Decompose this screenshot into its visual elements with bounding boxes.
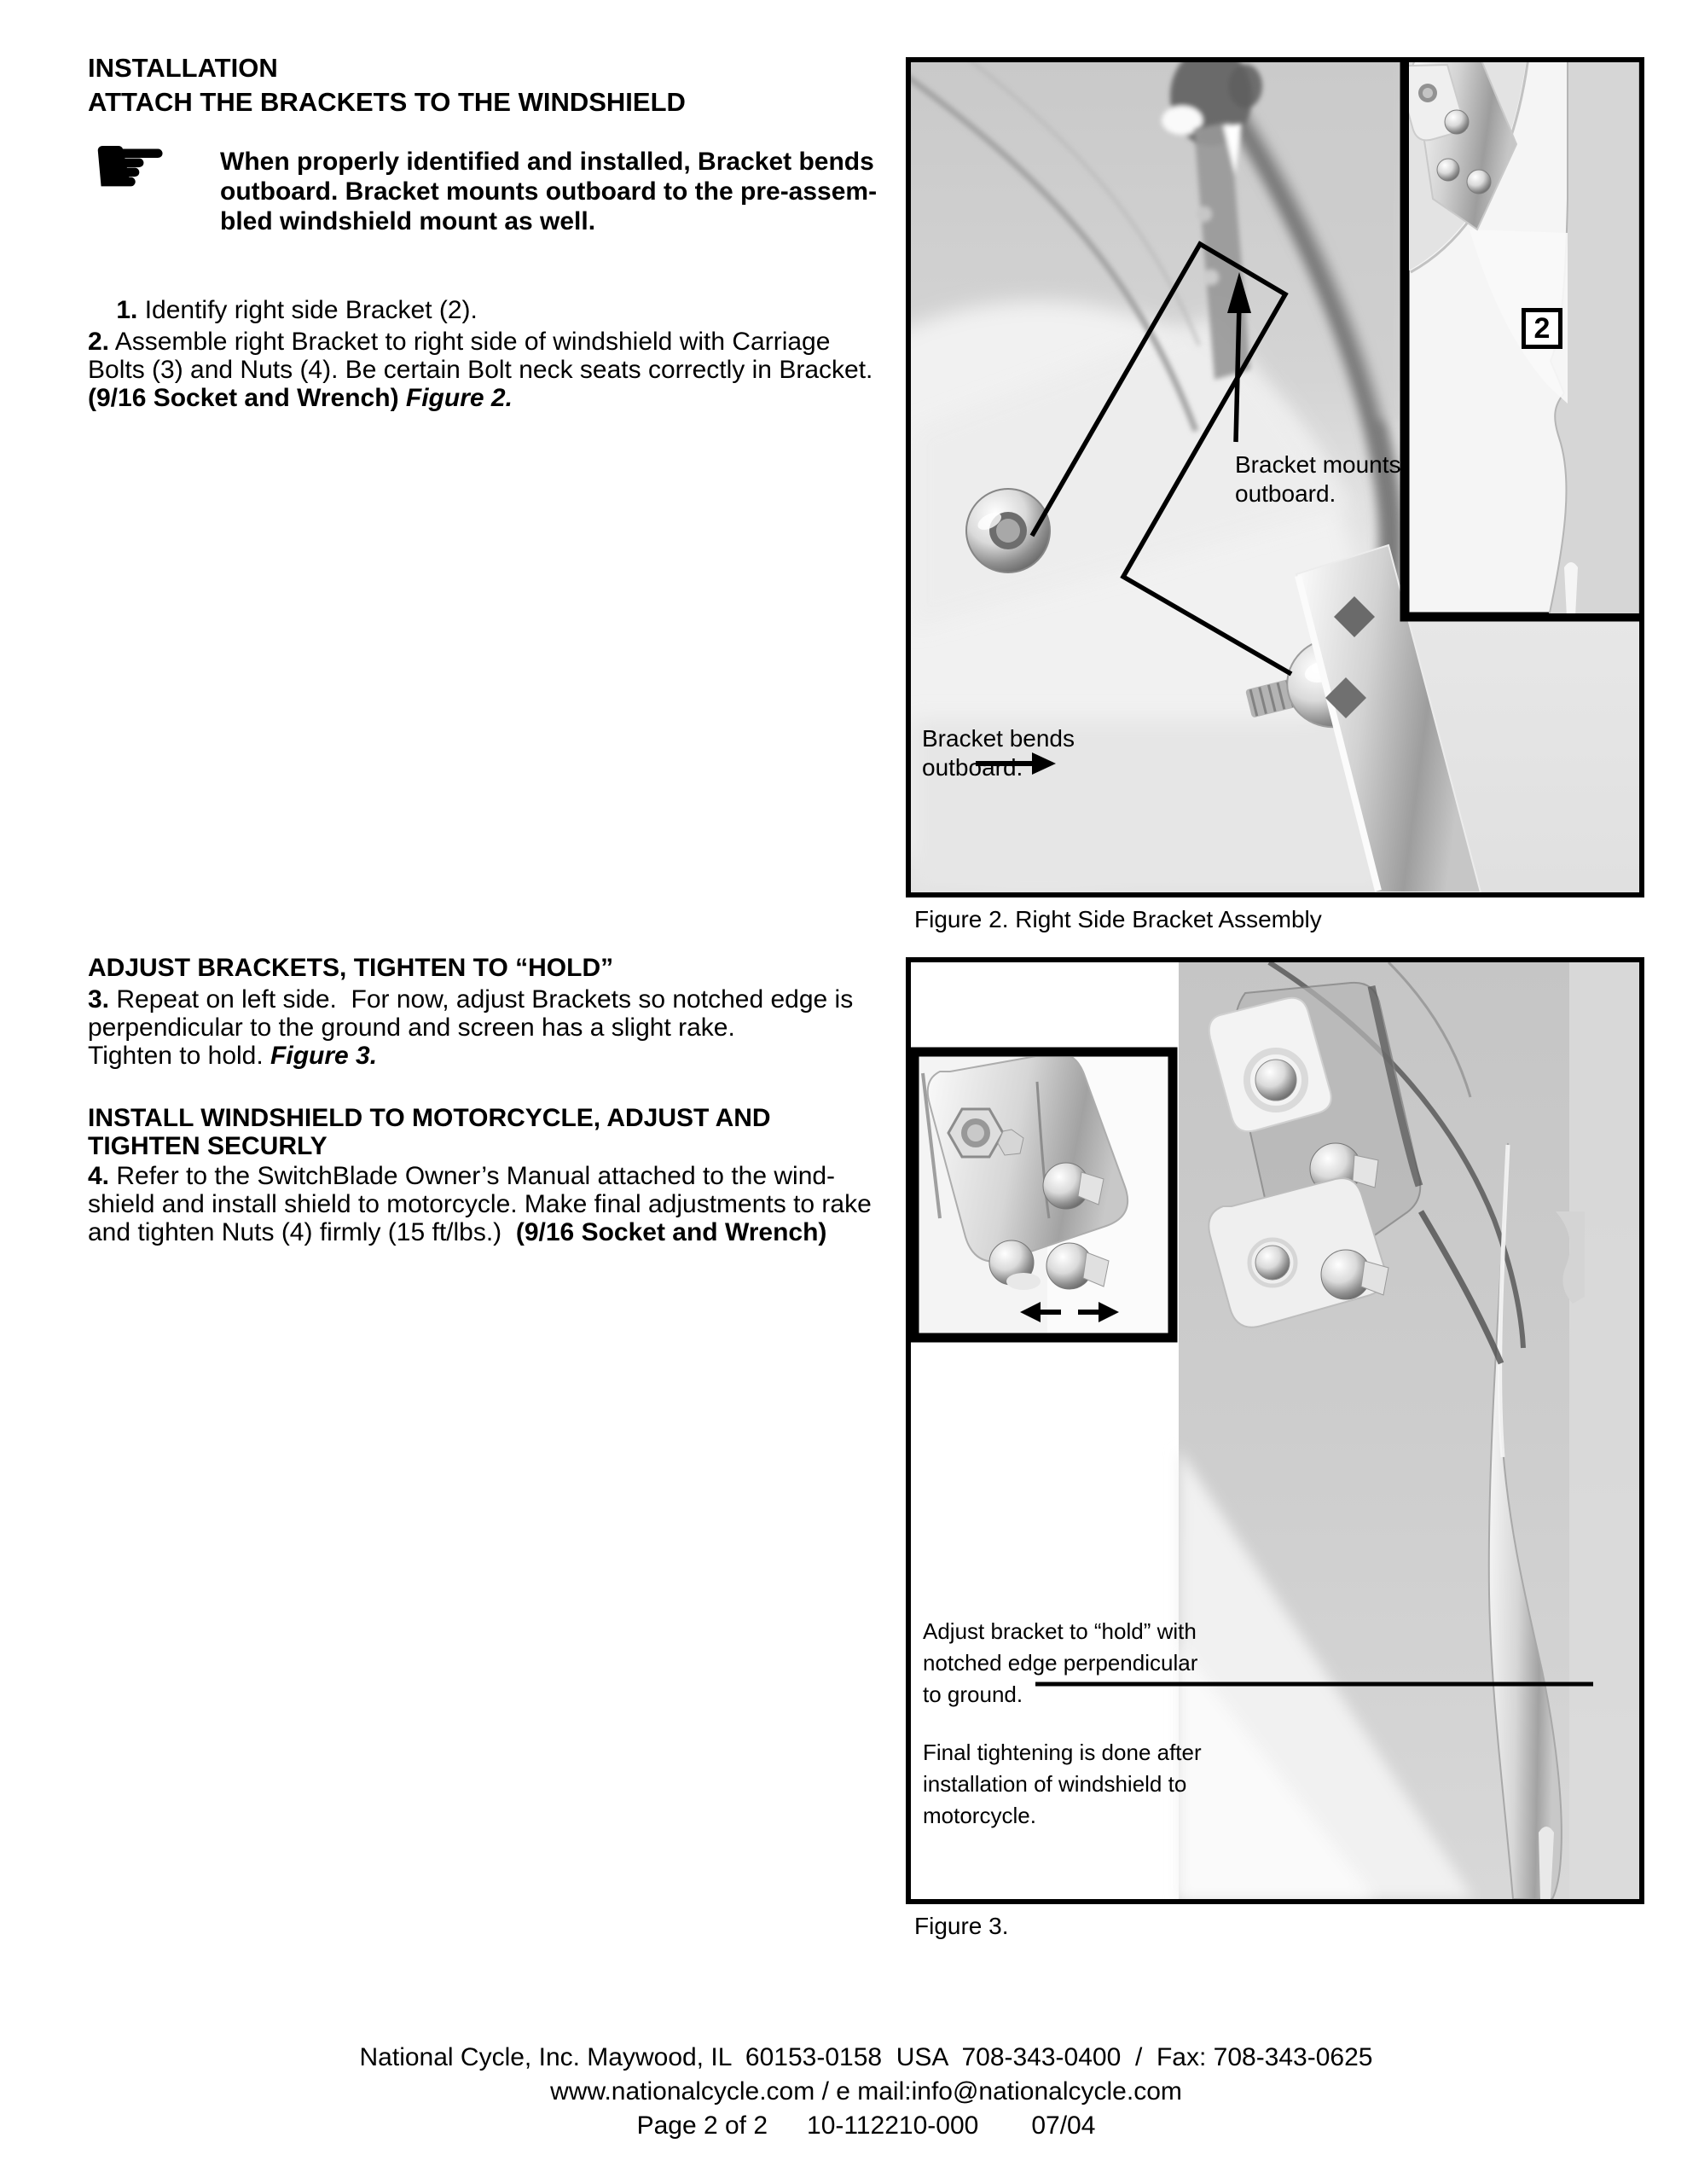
step-2-line: Bolts (3) and Nuts (4). Be certain Bolt neck seats correctly in Bracket.	[88, 356, 873, 384]
step-1-number: 1.	[116, 296, 138, 324]
inset-dome-nut	[1467, 170, 1491, 194]
note-line: outboard. Bracket mounts outboard to the pre-assem-	[220, 177, 878, 206]
tool-callout: (9/16 Socket and Wrench)	[88, 384, 406, 412]
label-line: Bracket bends	[922, 725, 1075, 752]
part-number: 10-112210-000	[807, 2111, 979, 2140]
photo-right-band	[1569, 962, 1639, 1899]
step-4-line: shield and install shield to motorcycle. Make final adjustments to rake	[88, 1190, 872, 1218]
label-line: installation of windshield to	[923, 1771, 1187, 1797]
footer-contact-line: www.nationalcycle.com / e mail:info@nationalcycle.com	[550, 2077, 1182, 2106]
step-4	[88, 1162, 872, 1246]
step-3-line	[88, 985, 853, 1014]
page-number: Page 2 of 2	[636, 2111, 768, 2140]
step-4-text: and tighten Nuts (4) firmly (15 ft/lbs.)	[88, 1218, 509, 1246]
step-4-line	[88, 1162, 872, 1190]
label-final-tightening	[923, 1737, 1202, 1832]
note-line: bled windshield mount as well.	[220, 207, 596, 235]
page-footer	[88, 2041, 1644, 2143]
label-adjust-bracket	[923, 1616, 1197, 1711]
step-3-line: perpendicular to the ground and screen has a slight rake.	[88, 1014, 735, 1042]
label-line: outboard.	[922, 754, 1023, 781]
label-bracket-bends-outboard	[922, 724, 1075, 782]
tool-callout: (9/16 Socket and Wrench)	[508, 1218, 827, 1246]
figure-2-photo-box	[906, 57, 1644, 897]
label-line: notched edge perpendicular	[923, 1650, 1198, 1676]
bracket-ref-number-marker	[1522, 308, 1562, 349]
step-2-text: Assemble right Bracket to right side of windshield with Carriage	[109, 328, 831, 356]
step-4-line	[88, 1218, 872, 1246]
note-paragraph	[220, 147, 877, 236]
heading-adjust-brackets: ADJUST BRACKETS, TIGHTEN TO “HOLD”	[88, 954, 614, 982]
step-4-number: 4.	[88, 1162, 110, 1190]
step-3-number: 3.	[88, 985, 110, 1014]
step-3-text: Repeat on left side. For now, adjust Brackets so notched edge is	[109, 985, 854, 1014]
label-line: motorcycle.	[923, 1803, 1036, 1828]
figure-2-reference: Figure 2.	[405, 384, 513, 412]
step-2-number: 2.	[88, 328, 110, 356]
step-2	[88, 328, 872, 412]
figure-3-reference: Figure 3.	[270, 1042, 378, 1070]
inset-dome-nut	[1437, 159, 1459, 181]
label-bracket-mounts-outboard	[1235, 450, 1401, 508]
label-line: Bracket mounts	[1235, 451, 1401, 478]
step-2-line	[88, 328, 872, 356]
note-line: When properly identified and installed, Bracket bends	[220, 148, 874, 176]
figure-2-caption: Figure 2. Right Side Bracket Assembly	[914, 906, 1322, 932]
dome-bolt	[1255, 1246, 1290, 1280]
label-line: to ground.	[923, 1682, 1023, 1707]
step-3-line	[88, 1042, 853, 1070]
footer-meta-line	[88, 2109, 1644, 2143]
heading-install-line: INSTALL WINDSHIELD TO MOTORCYCLE, ADJUST AND	[88, 1104, 771, 1132]
label-line: Final tightening is done after	[923, 1740, 1202, 1765]
label-line: Adjust bracket to “hold” with	[923, 1618, 1197, 1644]
figure-3-caption: Figure 3.	[914, 1913, 1009, 1939]
step-3-text: Tighten to hold.	[88, 1042, 271, 1070]
title-line-1: INSTALLATION	[88, 53, 278, 83]
heading-install-windshield	[88, 1104, 771, 1160]
bracket-ref-number: 2	[1533, 311, 1551, 345]
page-title	[88, 51, 686, 119]
revision-date: 07/04	[1031, 2111, 1096, 2140]
heading-install-line: TIGHTEN SECURLY	[88, 1132, 328, 1160]
figure-3-photo-box	[906, 957, 1644, 1904]
footer-company-line: National Cycle, Inc. Maywood, IL 60153-0158 USA 708-343-0400 / Fax: 708-343-0625	[359, 2043, 1373, 2071]
label-line: outboard.	[1235, 480, 1336, 507]
step-2-line	[88, 384, 872, 412]
dome-bolt	[1255, 1060, 1296, 1101]
inset-dome-nut	[1445, 110, 1469, 134]
step-3	[88, 985, 853, 1070]
pointing-hand-icon: ☛	[90, 113, 171, 218]
step-1-text: Identify right side Bracket (2).	[137, 296, 478, 324]
title-line-2: ATTACH THE BRACKETS TO THE WINDSHIELD	[88, 87, 686, 117]
step-4-text: Refer to the SwitchBlade Owner’s Manual attached to the wind-	[109, 1162, 836, 1190]
